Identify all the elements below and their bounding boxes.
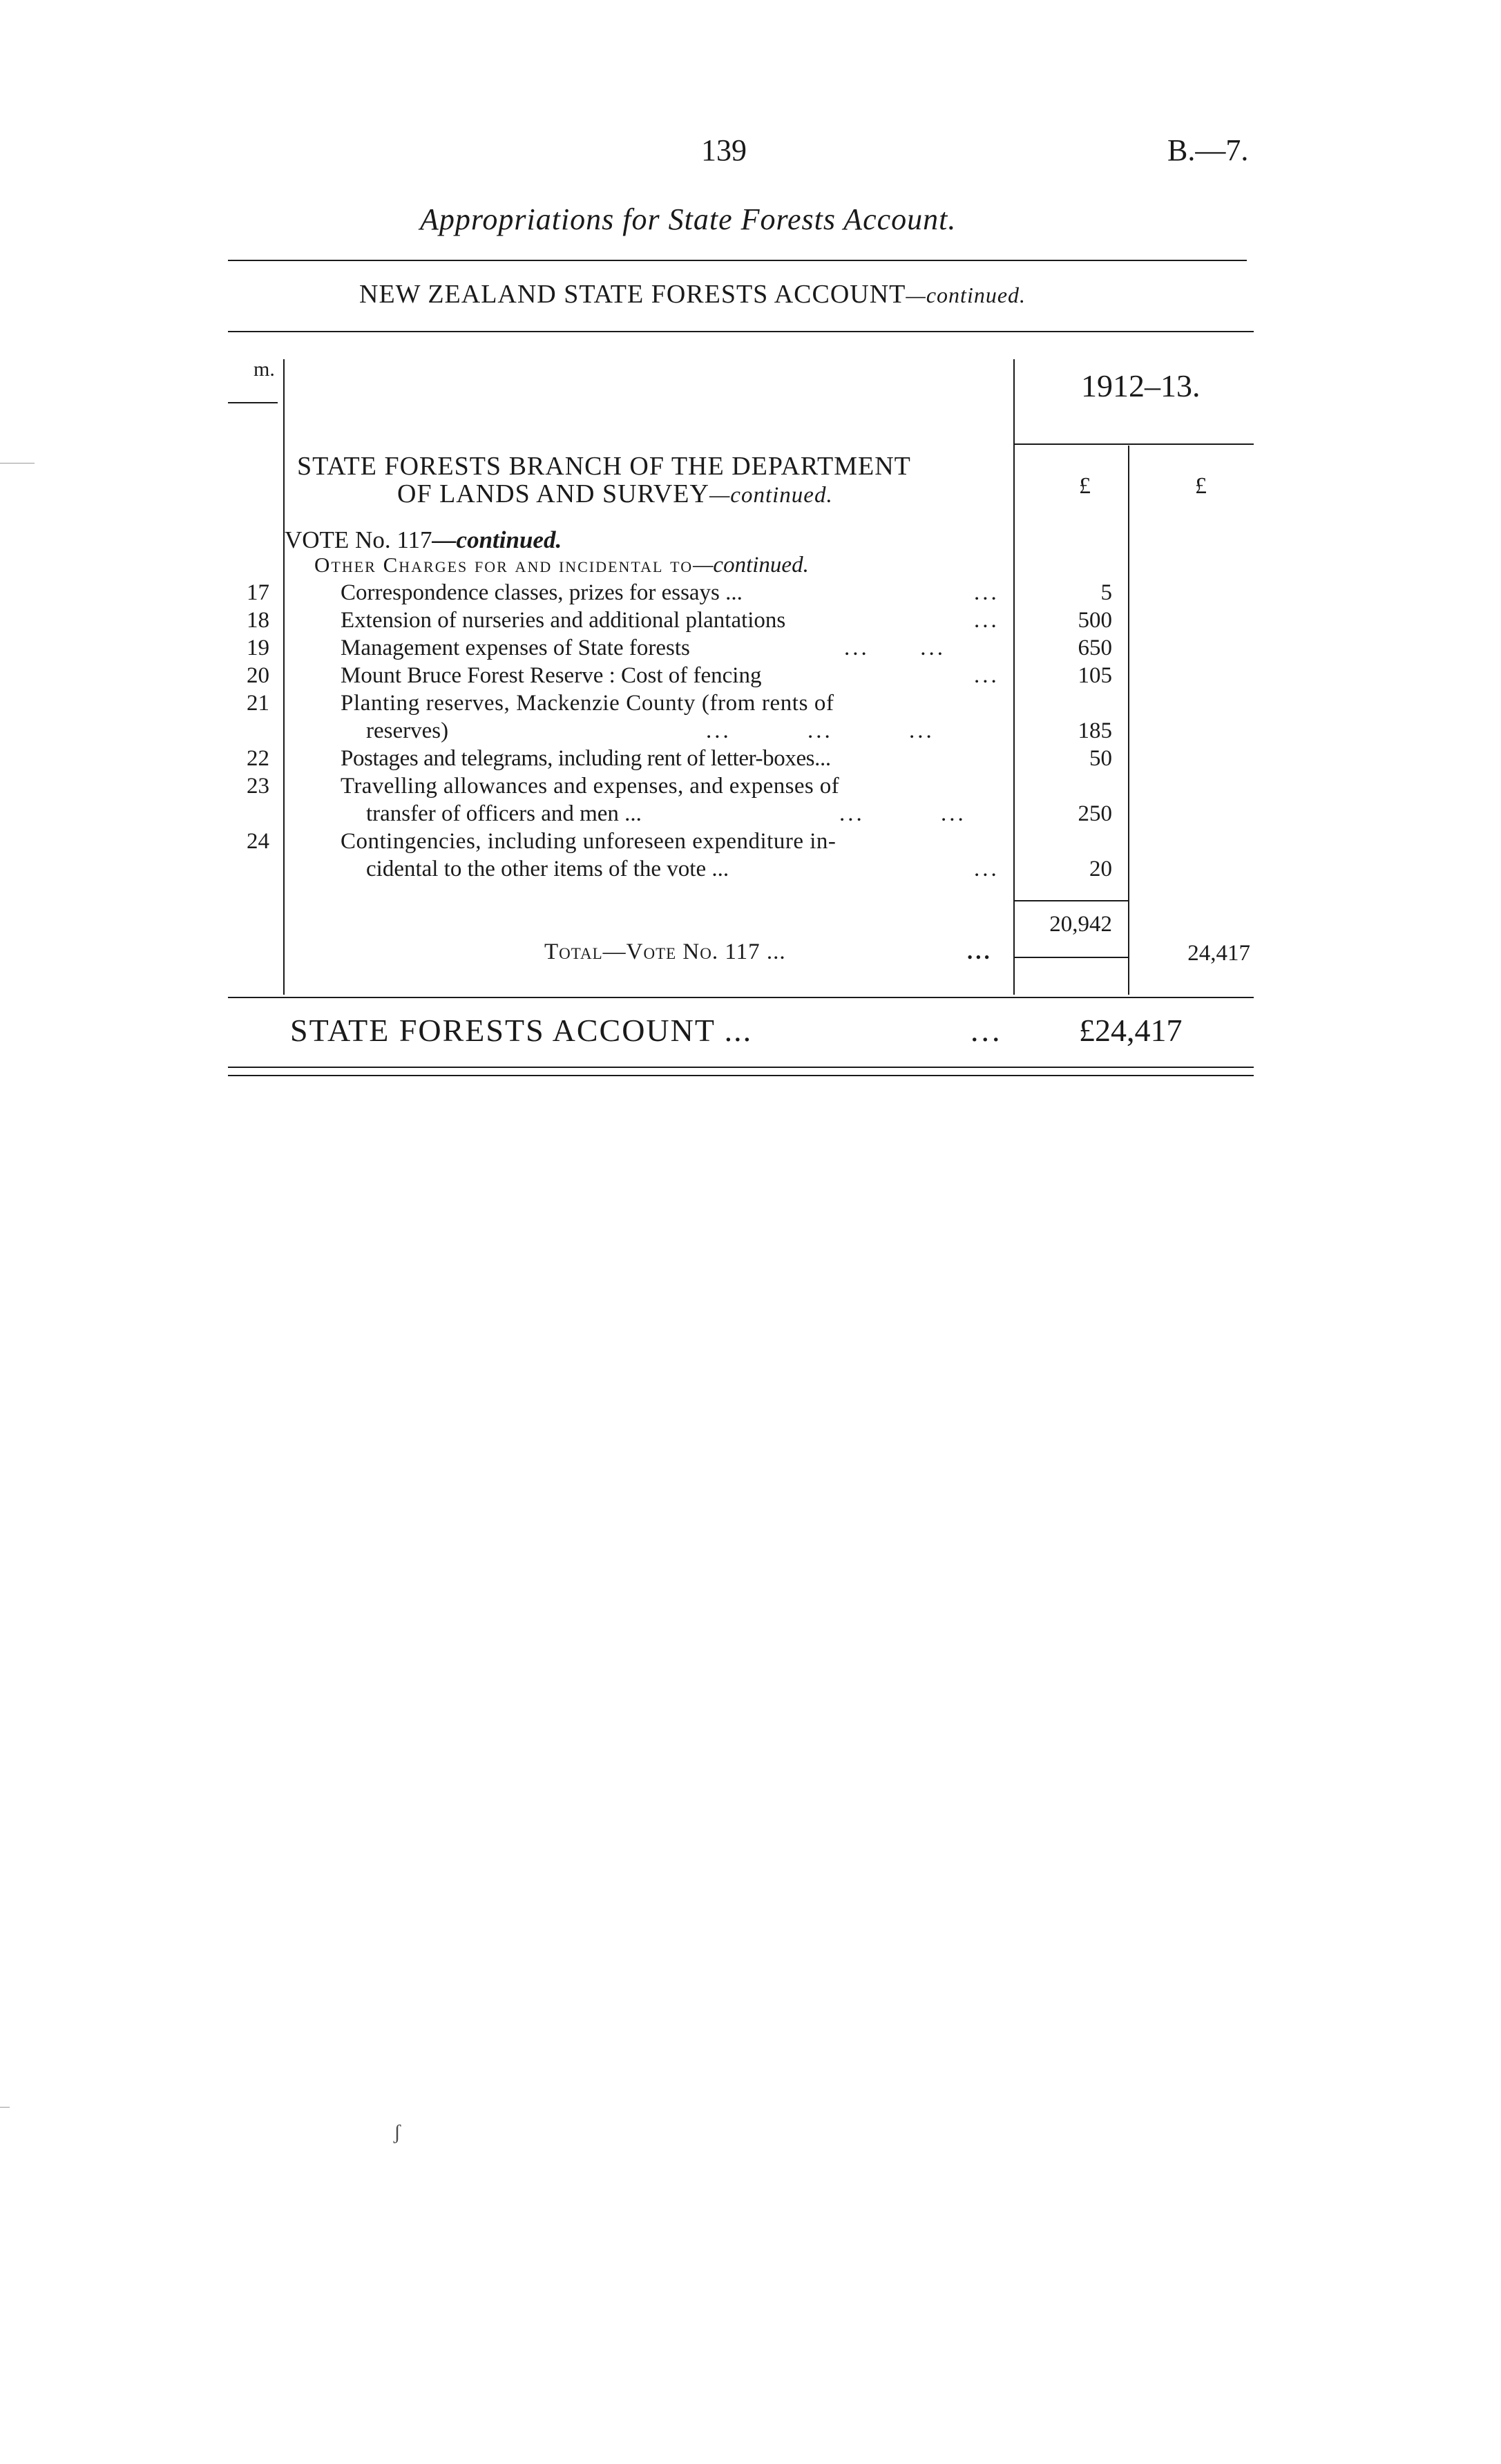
row-17-ref: 17	[247, 580, 269, 605]
branch-heading-line2	[397, 479, 833, 509]
table-col-divider-3	[1128, 446, 1129, 995]
vote-heading-continued: —continued.	[432, 526, 562, 553]
row-21-description: Planting reserves, Mackenzie County (from rents of	[341, 691, 834, 716]
subtotal-amount: 20,942	[1049, 912, 1112, 937]
scan-mark-3	[0, 2107, 10, 2108]
year-header: 1912–13.	[1081, 368, 1201, 403]
total-leader: ...	[967, 939, 993, 964]
currency-symbol-2: £	[1195, 473, 1207, 499]
row-19-description: Management expenses of State forests	[341, 636, 690, 660]
item-column-header: m.	[254, 358, 275, 381]
total-rule	[1015, 957, 1128, 958]
year-header-rule	[1015, 443, 1254, 445]
table-col-divider-1	[283, 359, 285, 995]
rule-under-title	[228, 260, 1247, 261]
table-col-divider-2	[1013, 359, 1015, 995]
row-21-description-cont: reserves)	[366, 718, 449, 743]
row-23-amount: 250	[1078, 801, 1112, 826]
row-24-ref: 24	[247, 829, 269, 854]
row-17-description: Correspondence classes, prizes for essays ...	[341, 580, 743, 605]
account-subtitle-main: NEW ZEALAND STATE FORESTS ACCOUNT	[359, 280, 906, 309]
page-number: 139	[701, 133, 747, 167]
scan-mark-1: ʃ	[394, 2121, 401, 2143]
document-reference: B.—7.	[1167, 133, 1249, 167]
row-17-amount: 5	[1100, 580, 1112, 605]
row-20-amount: 105	[1078, 663, 1112, 688]
section-heading-main: Other Charges for and incidental to	[314, 553, 694, 577]
row-23-description: Travelling allowances and expenses, and expenses of	[341, 774, 840, 799]
item-header-rule	[228, 402, 278, 403]
row-24-description: Contingencies, including unforeseen expenditure in-	[341, 829, 836, 854]
row-19-amount: 650	[1078, 636, 1112, 660]
row-24-amount: 20	[1089, 857, 1112, 881]
total-amount: 24,417	[1187, 941, 1250, 966]
table-top-rule	[228, 331, 1254, 332]
row-21-ref: 21	[247, 691, 269, 716]
total-label: Total—Vote No. 117 ...	[544, 939, 786, 964]
row-23-ref: 23	[247, 774, 269, 799]
row-23-leader: ... ...	[839, 801, 966, 826]
row-17-leader: ...	[974, 580, 1000, 605]
row-22-ref: 22	[247, 746, 269, 771]
row-20-ref: 20	[247, 663, 269, 688]
table-bottom-rule	[228, 997, 1254, 998]
summary-label: STATE FORESTS ACCOUNT ...	[290, 1013, 753, 1048]
row-20-leader: ...	[974, 663, 1000, 688]
row-19-ref: 19	[247, 636, 269, 660]
row-20-description: Mount Bruce Forest Reserve : Cost of fencing	[341, 663, 762, 688]
row-19-leader: ... ...	[844, 636, 946, 660]
summary-rule-1	[228, 1067, 1254, 1068]
summary-leader: ...	[971, 1013, 1003, 1048]
scan-mark-2	[0, 463, 35, 464]
account-subtitle-continued: —continued.	[906, 283, 1026, 307]
row-18-description: Extension of nurseries and additional plantations	[341, 608, 786, 633]
subtotal-rule	[1015, 900, 1128, 901]
row-18-amount: 500	[1078, 608, 1112, 633]
row-18-leader: ...	[974, 608, 1000, 633]
row-18-ref: 18	[247, 608, 269, 633]
page-title: Appropriations for State Forests Account.	[420, 202, 957, 236]
vote-heading-main: VOTE No. 117	[285, 526, 432, 553]
section-heading	[314, 553, 809, 578]
row-23-description-cont: transfer of officers and men ...	[366, 801, 642, 826]
row-22-amount: 50	[1089, 746, 1112, 771]
row-22-description: Postages and telegrams, including rent of letter-boxes...	[341, 746, 831, 771]
row-24-description-cont: cidental to the other items of the vote ...	[366, 857, 729, 881]
branch-heading-line2-main: OF LANDS AND SURVEY	[397, 479, 709, 508]
row-24-leader: ...	[974, 857, 1000, 881]
summary-amount: £24,417	[1079, 1013, 1183, 1048]
vote-heading	[285, 526, 562, 554]
row-21-amount: 185	[1078, 718, 1112, 743]
section-heading-continued: —continued.	[693, 553, 809, 577]
branch-heading-line2-continued: —continued.	[709, 483, 833, 508]
account-subtitle	[359, 279, 1026, 309]
summary-rule-2	[228, 1075, 1254, 1076]
row-21-leader: ... ... ...	[706, 718, 935, 743]
currency-symbol-1: £	[1079, 473, 1091, 499]
branch-heading-line1: STATE FORESTS BRANCH OF THE DEPARTMENT	[297, 452, 911, 481]
